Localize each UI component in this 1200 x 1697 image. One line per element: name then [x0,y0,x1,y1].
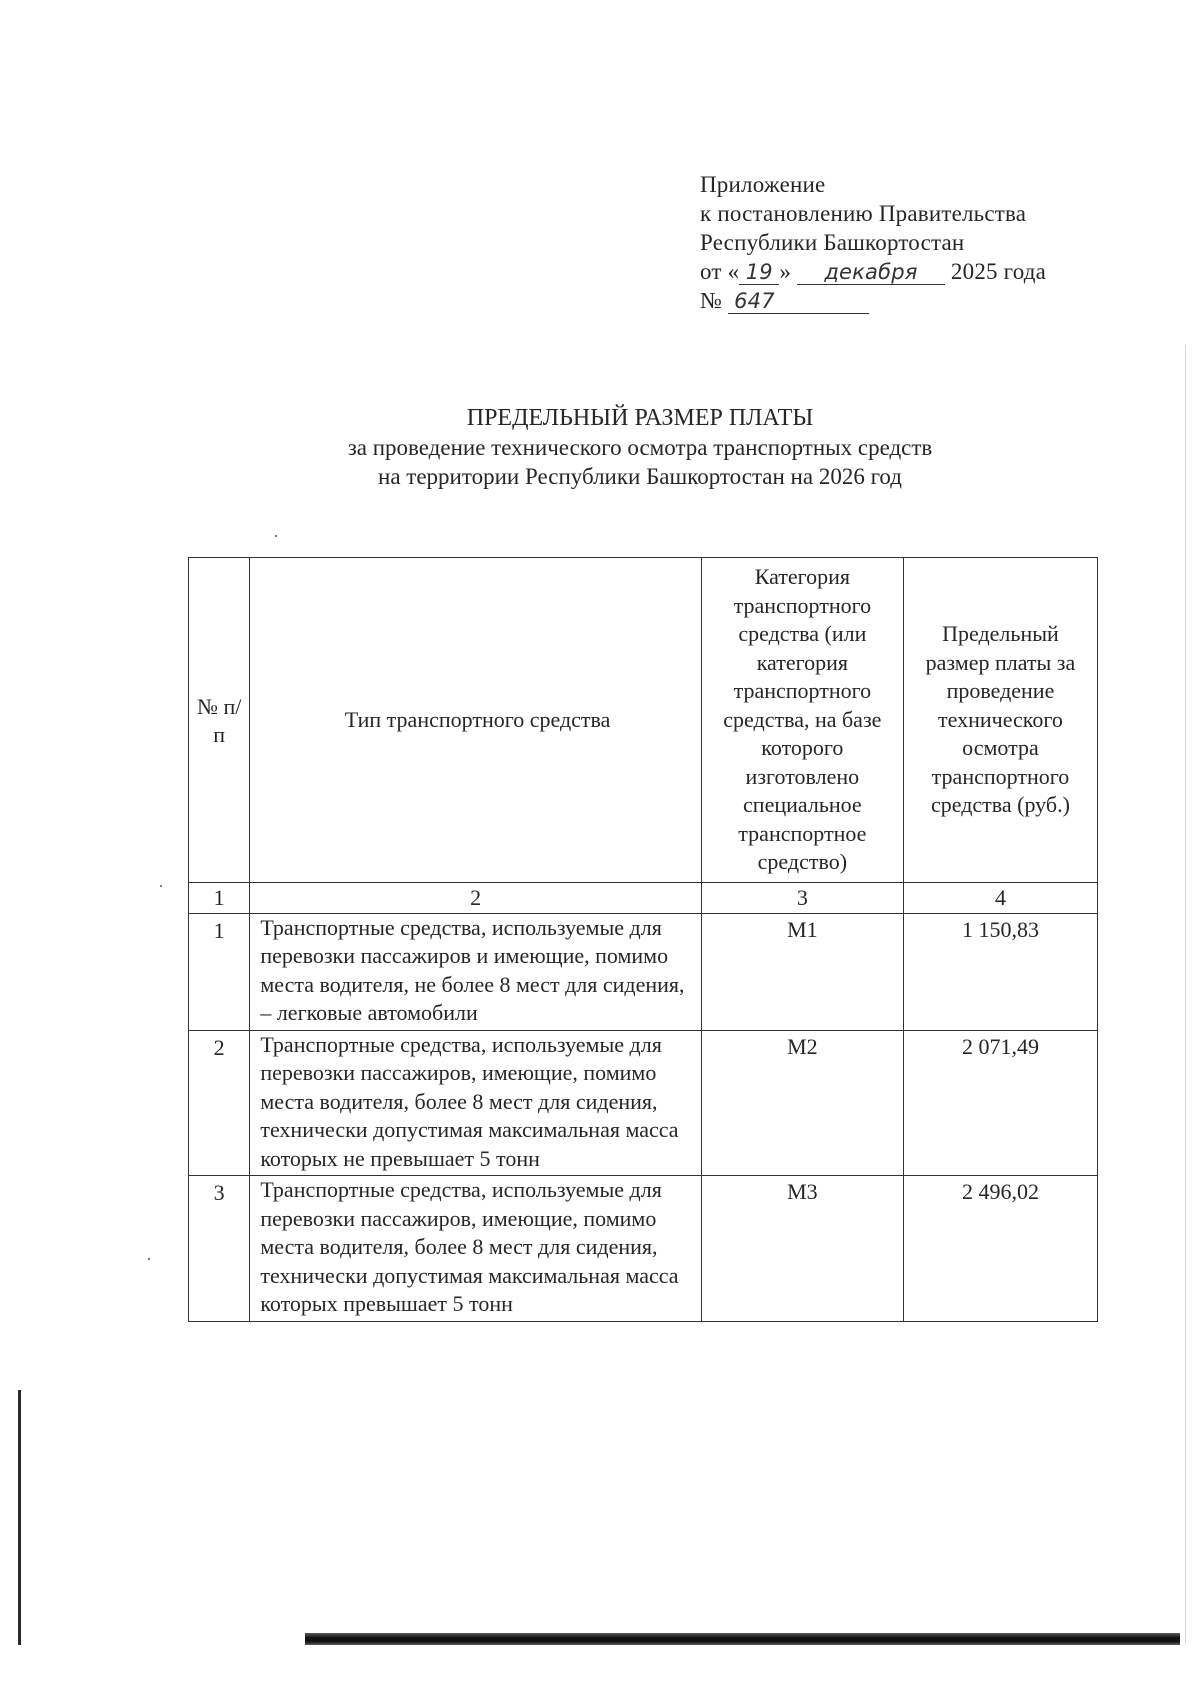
row-num: 3 [189,1176,250,1322]
date-mid: » [779,259,792,284]
scan-edge-right [1185,345,1186,1645]
row-type: Транспортные средства, используемые для перевозки пассажиров, имеющие, помимо места водителя, более 8 мест для сидения, технически допустимая максимальная масса которых не превышает 5 тонн [250,1030,701,1176]
row-type: Транспортные средства, используемые для перевозки пассажиров, имеющие, помимо места водителя, более 8 мест для сидения, технически допустимая максимальная масса которых превышает 5 тонн [250,1176,701,1322]
row-price: 1 150,83 [903,913,1097,1030]
appendix-date [700,257,1046,286]
date-month: декабря [797,260,945,285]
fee-table [188,557,1098,1322]
appendix-block [700,170,1046,315]
table-header-row [189,558,1098,883]
title-subheading-2: на территории Республики Башкортостан на 2026 год [378,464,902,489]
row-num: 2 [189,1030,250,1176]
appendix-resolution: к постановлению Правительства [700,201,1027,226]
header-type: Тип транспортного средства [250,558,701,883]
number-prefix: № [700,288,723,313]
scan-speck [160,885,162,887]
scan-bottom-bar [305,1633,1180,1645]
scan-speck [275,535,277,537]
table-row [189,1176,1098,1322]
table-row [189,1030,1098,1176]
row-num: 1 [189,913,250,1030]
scan-speck [148,1258,150,1260]
title-heading: ПРЕДЕЛЬНЫЙ РАЗМЕР ПЛАТЫ [466,405,814,431]
index-cell: 2 [250,882,701,913]
row-type: Транспортные средства, используемые для перевозки пассажиров и имеющие, помимо места водителя, не более 8 мест для сидения, – легковые автомобили [250,913,701,1030]
row-category: M2 [701,1030,903,1176]
row-price: 2 071,49 [903,1030,1097,1176]
appendix-number [700,286,1046,315]
date-year: 2025 года [950,259,1047,284]
row-category: M1 [701,913,903,1030]
header-price: Предельный размер платы за проведение технического осмотра транспортного средства (руб.) [903,558,1097,883]
index-cell: 4 [903,882,1097,913]
header-category: Категория транспортного средства (или категория транспортного средства, на базе которого изготовлено специальное транспортное средство) [701,558,903,883]
table-row [189,913,1098,1030]
document-title [0,404,1200,491]
appendix-government: Республики Башкортостан [700,230,965,255]
date-prefix: от « [700,259,740,284]
title-subheading-1: за проведение технического осмотра транспортных средств [347,435,933,460]
row-price: 2 496,02 [903,1176,1097,1322]
index-cell: 1 [189,882,250,913]
row-category: M3 [701,1176,903,1322]
index-cell: 3 [701,882,903,913]
header-num: № п/п [189,558,250,883]
appendix-label: Приложение [700,172,826,197]
table-index-row [189,882,1098,913]
resolution-number: 647 [728,289,869,314]
scan-edge-left [18,1390,21,1645]
date-day: 19 [739,260,779,285]
